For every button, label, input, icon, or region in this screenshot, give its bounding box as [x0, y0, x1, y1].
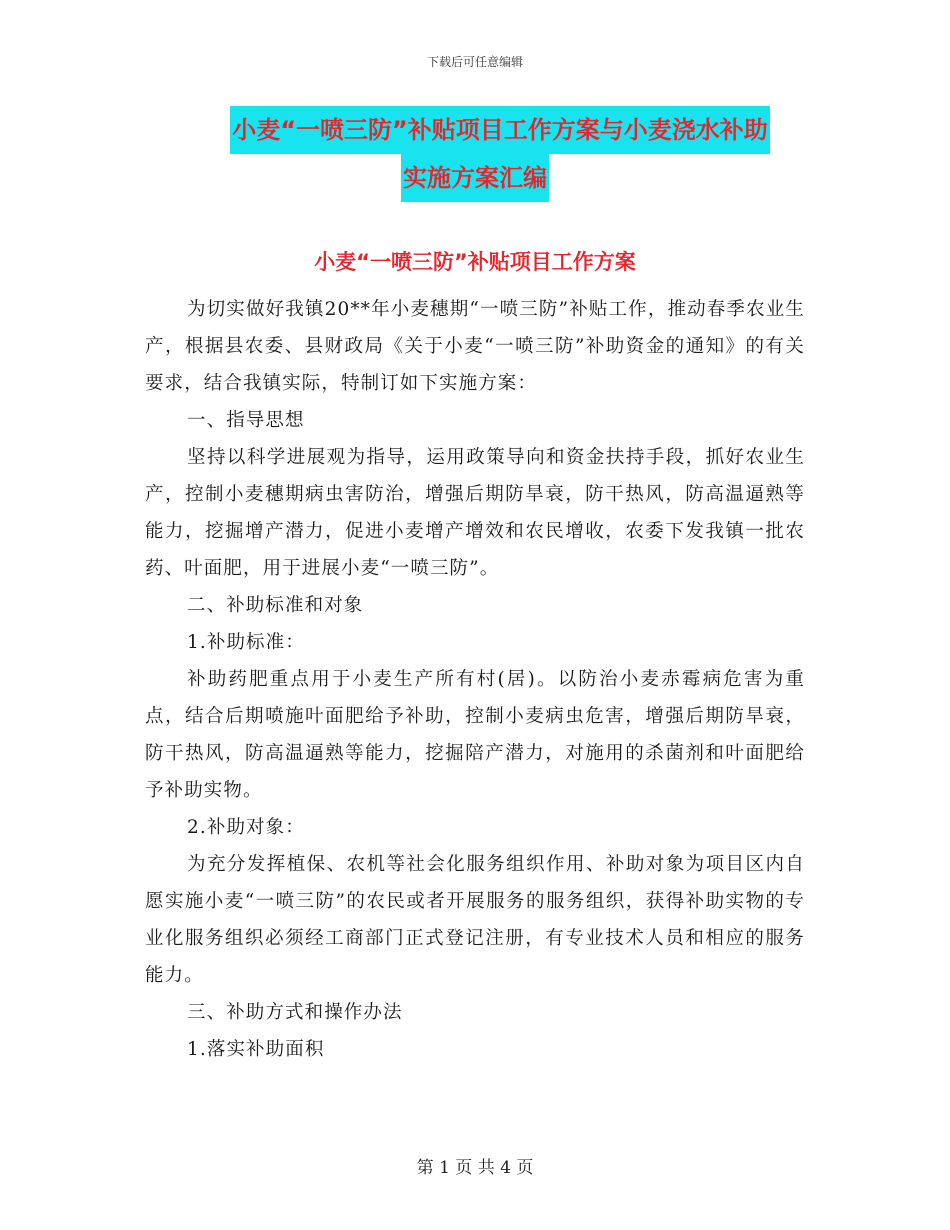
section-title: 小麦“一喷三防”补贴项目工作方案 [314, 250, 636, 274]
document-title [0, 106, 950, 202]
paragraph-subsidy-standard: 补助药肥重点用于小麦生产所有村(居)。以防治小麦赤霉病危害为重点，结合后期喷施叶面肥给予补助，控制小麦病虫危害，增强后期防旱衰，防干热风，防高温逼熟等能力，挖掘陪产潜力，对施用的杀菌剂和叶面肥给予补助实物。 [145, 669, 805, 801]
document-title-line-2: 实施方案汇编 [401, 154, 549, 202]
heading-subsidy-method: 三、补助方式和操作办法 [187, 1002, 403, 1023]
paragraph-intro: 为切实做好我镇20**年小麦穗期“一喷三防”补贴工作，推动春季农业生产，根据县农委、县财政局《关于小麦“一喷三防”补助资金的通知》的有关要求，结合我镇实际，特制订如下实施方案： [145, 299, 805, 394]
document-body [145, 291, 805, 1068]
heading-subsidy-standard-and-target: 二、补助标准和对象 [187, 595, 364, 616]
heading-guiding-ideology: 一、指导思想 [187, 410, 305, 431]
subheading-subsidy-standard: 1.补助标准： [187, 632, 305, 653]
page-footer: 第 1 页 共 4 页 [416, 1158, 534, 1178]
paragraph-guiding-ideology: 坚持以科学进展观为指导，运用政策导向和资金扶持手段，抓好农业生产，控制小麦穗期病虫害防治，增强后期防旱衰，防干热风，防高温逼熟等能力，挖掘增产潜力，促进小麦增产增效和农民增收，农委下发我镇一批农药、叶面肥，用于进展小麦“一喷三防”。 [145, 447, 805, 579]
subheading-subsidy-target: 2.补助对象： [187, 817, 305, 838]
document-title-line-1: 小麦“一喷三防”补贴项目工作方案与小麦浇水补助 [230, 106, 770, 154]
subheading-subsidy-area: 1.落实补助面积 [187, 1039, 325, 1060]
page-header-note: 下载后可任意编辑 [426, 55, 523, 69]
paragraph-subsidy-target: 为充分发挥植保、农机等社会化服务组织作用、补助对象为项目区内自愿实施小麦“一喷三防”的农民或者开展服务的服务组织，获得补助实物的专业化服务组织必须经工商部门正式登记注册，有专业技术人员和相应的服务能力。 [145, 854, 805, 986]
